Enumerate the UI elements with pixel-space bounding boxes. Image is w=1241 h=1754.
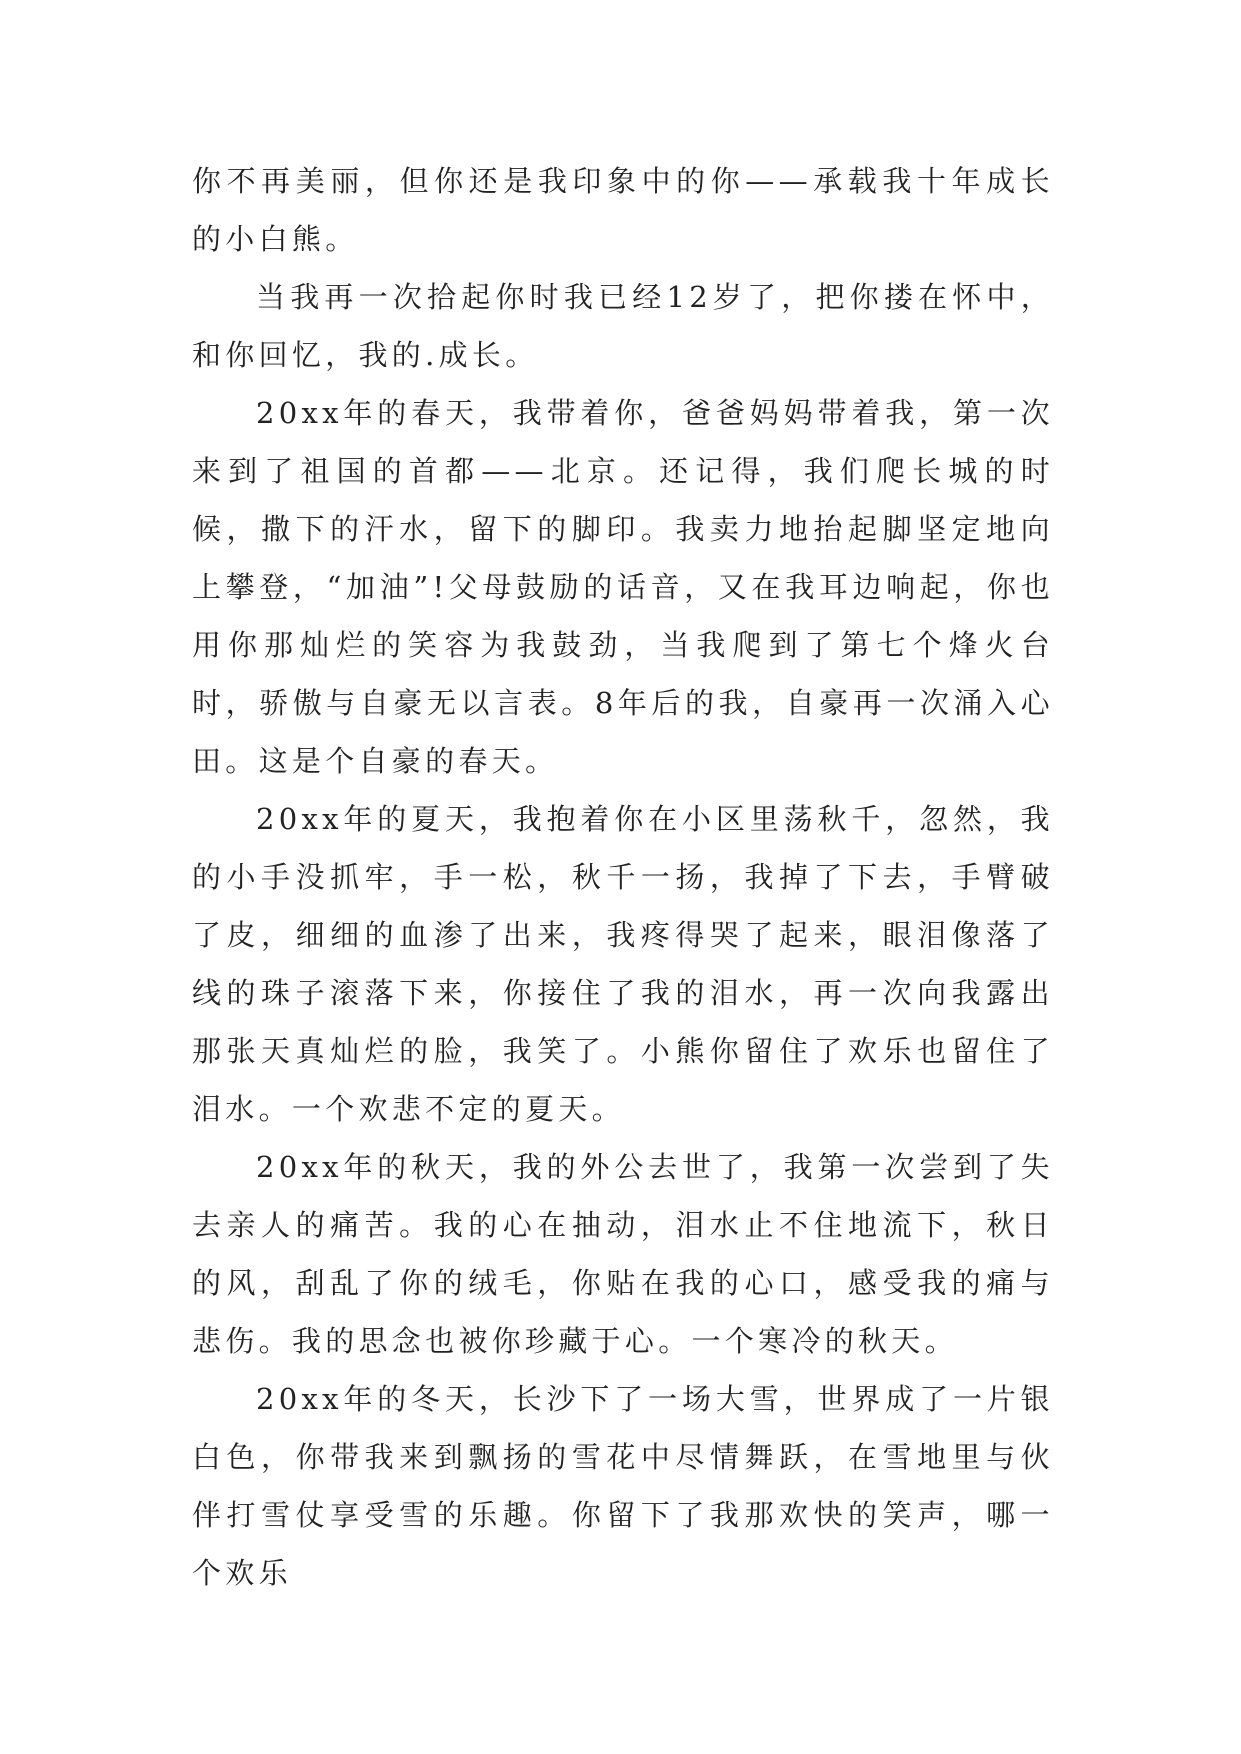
paragraph-winter: 20xx年的冬天，长沙下了一场大雪，世界成了一片银白色，你带我来到飘扬的雪花中尽情舞跃，在雪地里与伙伴打雪仗享受雪的乐趣。你留下了我那欢快的笑声，哪一个欢乐 bbox=[192, 1382, 1054, 1590]
paragraph-summer: 20xx年的夏天，我抱着你在小区里荡秋千，忽然，我的小手没抓牢，手一松，秋千一扬，我掉了下去，手臂破了皮，细细的血渗了出来，我疼得哭了起来，眼泪像落了线的珠子滚落下来，你接住了我的泪水，再一次向我露出那张天真灿烂的脸，我笑了。小熊你留住了欢乐也留住了泪水。一个欢悲不定的夏天。 bbox=[192, 802, 1054, 1126]
paragraph-autumn: 20xx年的秋天，我的外公去世了，我第一次尝到了失去亲人的痛苦。我的心在抽动，泪水止不住地流下，秋日的风，刮乱了你的绒毛，你贴在我的心口，感受我的痛与悲伤。我的思念也被你珍藏于心。一个寒冷的秋天。 bbox=[192, 1150, 1054, 1358]
paragraph-intro: 你不再美丽，但你还是我印象中的你——承载我十年成长的小白熊。 bbox=[192, 164, 1054, 256]
document-page bbox=[192, 152, 1054, 1602]
paragraph-spring: 20xx年的春天，我带着你，爸爸妈妈带着我，第一次来到了祖国的首都——北京。还记得，我们爬长城的时候，撒下的汗水，留下的脚印。我卖力地抬起脚坚定地向上攀登，“加油”!父母鼓励的话音，又在我耳边响起，你也用你那灿烂的笑容为我鼓劲，当我爬到了第七个烽火台时，骄傲与自豪无以言表。8年后的我，自豪再一次涌入心田。这是个自豪的春天。 bbox=[192, 396, 1054, 778]
paragraph-memory: 当我再一次拾起你时我已经12岁了，把你搂在怀中，和你回忆，我的.成长。 bbox=[192, 280, 1054, 372]
